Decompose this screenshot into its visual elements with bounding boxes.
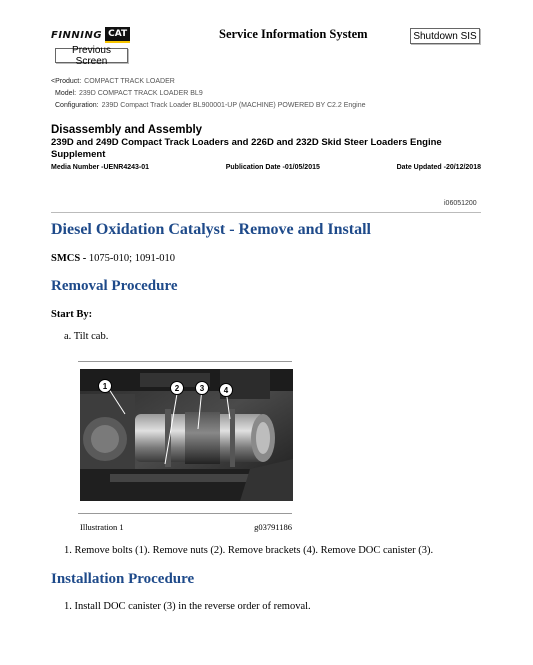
start-by-step: a. Tilt cab.	[64, 331, 109, 342]
finning-logo-text: FINNING	[51, 29, 103, 41]
callout-4: 4	[219, 383, 233, 397]
product-line	[51, 78, 175, 85]
installation-step-1: 1. Install DOC canister (3) in the reverse order of removal.	[64, 601, 311, 612]
smcs-label: SMCS -	[51, 253, 87, 264]
doc-canister-photo	[80, 369, 293, 501]
date-updated: Date Updated -20/12/2018	[396, 164, 481, 171]
model-label: Model:	[55, 90, 77, 97]
callout-3: 3	[195, 381, 209, 395]
start-by-label: Start By:	[51, 309, 93, 320]
media-number: Media Number -UENR4243-01	[51, 164, 150, 171]
figure-top-rule	[78, 361, 292, 362]
smcs-codes	[51, 253, 175, 264]
configuration-line	[55, 102, 366, 109]
model-value: 239D COMPACT TRACK LOADER BL9	[79, 90, 203, 97]
illustration-label: Illustration 1	[80, 522, 124, 532]
cat-logo-badge: CAT	[105, 27, 130, 43]
configuration-value: 239D Compact Track Loader BL900001-UP (MACHINE) POWERED BY C2.2 Engine	[101, 102, 366, 109]
shutdown-sis-button[interactable]: Shutdown SIS	[410, 28, 480, 44]
document-id: i06051200	[444, 200, 477, 207]
installation-procedure-heading: Installation Procedure	[51, 571, 195, 587]
product-label[interactable]: <Product:	[51, 78, 82, 85]
publication-row	[51, 164, 481, 171]
finning-cat-logo	[51, 26, 136, 44]
document-subtitle: 239D and 249D Compact Track Loaders and 226D and 232D Skid Steer Loaders Engine Supplement	[51, 137, 442, 160]
publication-date: Publication Date -01/05/2015	[225, 164, 320, 171]
model-line	[55, 90, 203, 97]
callout-2: 2	[170, 381, 184, 395]
graphic-id: g03791186	[254, 522, 292, 532]
figure-caption	[80, 522, 292, 532]
removal-procedure-heading: Removal Procedure	[51, 278, 178, 294]
removal-step-1: 1. Remove bolts (1). Remove nuts (2). Remove brackets (4). Remove DOC canister (3).	[64, 545, 434, 556]
previous-screen-button[interactable]: Previous Screen	[55, 48, 128, 63]
figure-bottom-rule	[78, 513, 292, 514]
configuration-label: Configuration:	[55, 102, 99, 109]
smcs-value: 1075-010; 1091-010	[88, 253, 175, 264]
product-value: COMPACT TRACK LOADER	[84, 78, 175, 85]
callout-1: 1	[98, 379, 112, 393]
page-title: Diesel Oxidation Catalyst - Remove and Install	[51, 221, 371, 238]
divider	[51, 212, 481, 213]
section-title: Disassembly and Assembly	[51, 124, 203, 136]
app-title: Service Information System	[219, 27, 368, 41]
